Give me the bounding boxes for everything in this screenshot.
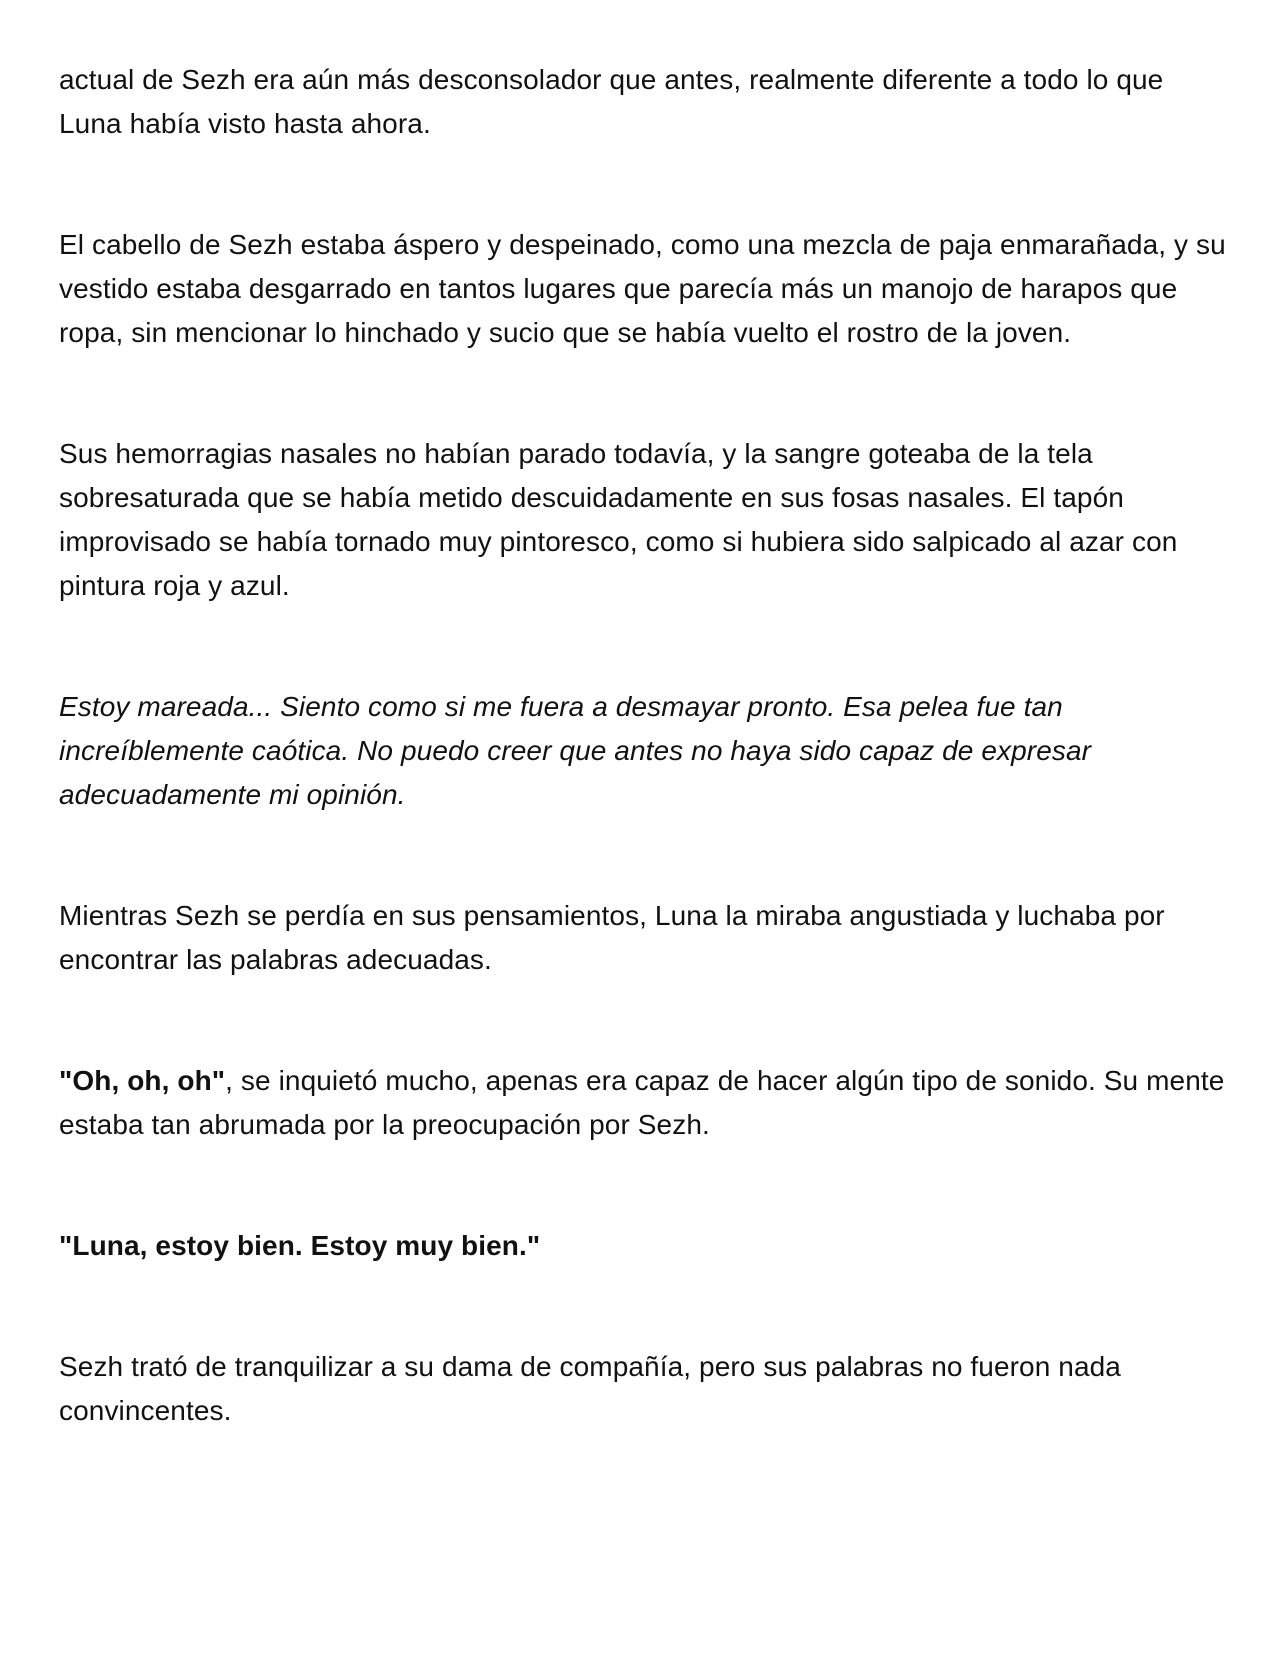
inner-thought-paragraph: Estoy mareada... Siento como si me fuera a desmayar pronto. Esa pelea fue tan increíblemente caótica. No puedo creer que antes no haya sido capaz de expresar adecuadamente mi opinión. <box>59 691 1092 810</box>
paragraph-5: Mientras Sezh se perdía en sus pensamientos, Luna la miraba angustiada y luchaba por encontrar las palabras adecuadas. <box>59 900 1165 975</box>
document-body <box>59 58 1229 1433</box>
paragraph-2: El cabello de Sezh estaba áspero y despeinado, como una mezcla de paja enmarañada, y su vestido estaba desgarrado en tantos lugares que parecía más un manojo de harapos que ropa, sin mencionar lo hinchado y sucio que se había vuelto el rostro de la joven. <box>59 229 1226 348</box>
paragraph-3: Sus hemorragias nasales no habían parado todavía, y la sangre goteaba de la tela sobresaturada que se había metido descuidadamente en sus fosas nasales. El tapón improvisado se había tornado muy pintoresco, como si hubiera sido salpicado al azar con pintura roja y azul. <box>59 438 1178 601</box>
paragraph-6 <box>59 1059 1229 1147</box>
paragraph-8: Sezh trató de tranquilizar a su dama de compañía, pero sus palabras no fueron nada convincentes. <box>59 1351 1121 1426</box>
dialogue-line: "Luna, estoy bien. Estoy muy bien." <box>59 1230 541 1261</box>
paragraph-6-rest: , se inquietó mucho, apenas era capaz de hacer algún tipo de sonido. Su mente estaba tan abrumada por la preocupación por Sezh. <box>59 1065 1225 1140</box>
dialogue-exclamation: "Oh, oh, oh" <box>59 1065 226 1096</box>
paragraph-1: actual de Sezh era aún más desconsolador que antes, realmente diferente a todo lo que Luna había visto hasta ahora. <box>59 64 1164 139</box>
